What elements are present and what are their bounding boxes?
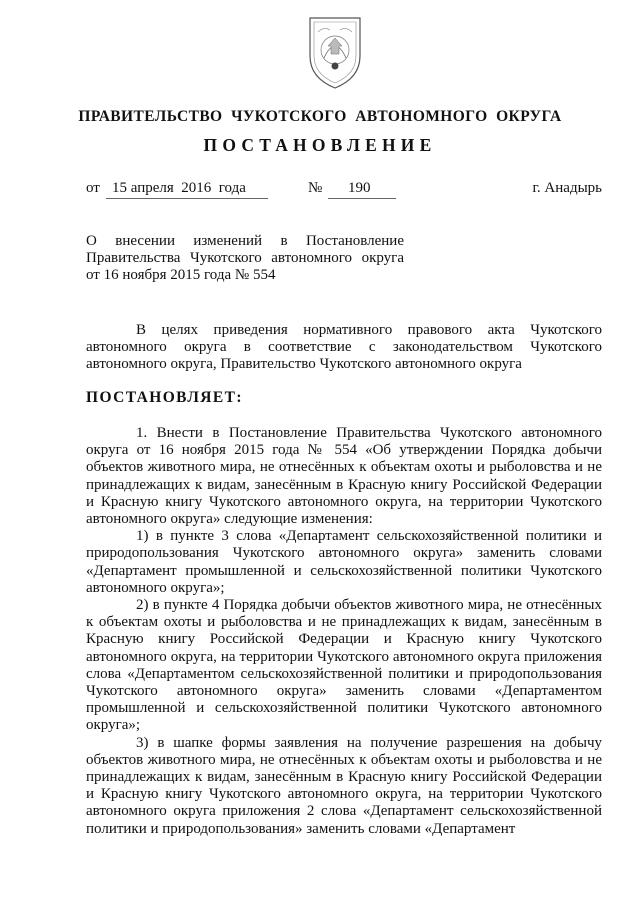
- coat-of-arms-icon: [304, 12, 366, 92]
- number-underline: [328, 198, 396, 199]
- document-kind: ПОСТАНОВЛЕНИЕ: [203, 135, 437, 155]
- subject-line: от 16 ноября 2015 года № 554: [86, 267, 276, 283]
- government-title: ПРАВИТЕЛЬСТВО ЧУКОТСКОГО АВТОНОМНОГО ОКРУГА: [78, 108, 562, 125]
- document-number: 190: [348, 180, 371, 196]
- date-prefix: от: [86, 180, 100, 196]
- date-underline: [106, 198, 268, 199]
- document-subject: [86, 233, 404, 284]
- clause-paragraph: 1) в пункте 3 слова «Департамент сельскохозяйственной политики и природопользования Чукотского автономного округа» заменить словами «Департамент промышленной и сельскохозяйственной политики Чукотского автономного округа»;: [86, 528, 602, 596]
- subject-line: Правительства Чукотского автономного округа: [86, 250, 404, 266]
- clause-paragraph: 2) в пункте 4 Порядка добычи объектов животного мира, не отнесённых к объектам охоты и рыболовства и не принадлежащих к видам, занесённым в Красную книгу Российской Федерации и Красную книгу Чукотского автономного округа, на территории Чукотского автономного округа приложения слова «Департаментом сельскохозяйственной политики и природопользования Чукотского автономного округа» заменить словами «Департаментом промышленной и сельскохозяйственной политики Чукотского автономного округа»;: [86, 597, 602, 734]
- document-meta: [86, 180, 602, 202]
- clause-paragraph: 1. Внести в Постановление Правительства Чукотского автономного округа от 16 ноября 2015 года № 554 «Об утверждении Порядка добычи объектов животного мира, не отнесённых к объектам охоты и рыболовства и не принадлежащих к видам, занесённым в Красную книгу Российской Федерации и Красную книгу Чукотского автономного округа, на территории Чукотского автономного округа» следующие изменения:: [86, 425, 602, 528]
- clause-paragraph: 3) в шапке формы заявления на получение разрешения на добычу объектов животного мира, не отнесённых к объектам охоты и рыболовства и не принадлежащих к видам, занесённым в Красную книгу Российской Федерации и Красную книгу Чукотского автономного округа, на территории Чукотского автономного округа приложения 2 слова «Департамент сельскохозяйственной политики и природопользования» заменить словами «Департамент: [86, 734, 602, 837]
- document-date: 15 апреля 2016 года: [112, 180, 246, 196]
- clauses: [86, 425, 602, 838]
- preamble-text: В целях приведения нормативного правового акта Чукотского автономного округа в соответствие с законодательством Чукотского автономного округа, Правительство Чукотского автономного округа: [86, 322, 602, 373]
- resolves-heading: ПОСТАНОВЛЯЕТ:: [86, 389, 243, 406]
- subject-line: О внесении изменений в Постановление: [86, 233, 404, 249]
- document-city: г. Анадырь: [532, 180, 602, 196]
- preamble: [86, 322, 602, 374]
- number-sign: №: [308, 180, 323, 196]
